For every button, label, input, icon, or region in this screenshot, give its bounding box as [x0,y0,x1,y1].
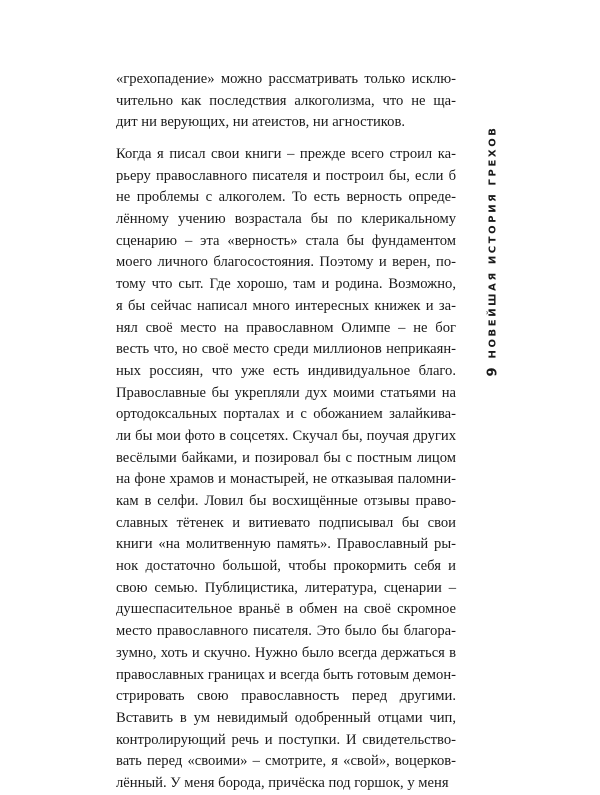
text-line: моего личного благосостояния. Поэтому и верен, по- [116,254,456,271]
text-line: нял своё место на православном Олимпе – не бог [116,319,456,336]
text-line: весть что, но своё место среди миллионов неприкаян- [116,341,456,358]
text-line: я бы сейчас написал много интересных книжек и за- [116,297,456,314]
text-line: кам в селфи. Ловил бы восхищённые отзывы право- [116,493,456,509]
text-line: дит ни верующих, ни атеистов, ни агностиков. [116,114,405,131]
text-line: не проблемы с алкоголем. То есть верность опреде- [116,189,456,206]
text-line: душеспасительное враньё в обмен на своё скромное [116,601,456,618]
text-line: лённый. У меня борода, причёска под горшок, у меня [116,774,449,791]
text-line: тому что сыт. Где хорошо, там и родина. Возможно, [116,276,456,293]
text-line: лённому учению возрастала бы по клерикальному [116,211,456,228]
text-line: контролирующий речь и поступки. И свидетельство- [116,731,456,748]
text-line: нок достаточно большой, чтобы прокормить себя и [116,558,456,575]
text-line: православных границах и всегда быть готовым демон- [116,666,456,683]
text-line: книги «на молитвенную память». Православный ры- [116,536,456,553]
text-line: ных россиян, что уже есть индивидуальное благо. [116,362,456,379]
text-line: ортодоксальных порталах и с обожанием залайкива- [116,406,456,423]
running-head [484,112,502,372]
text-line: рьеру православного писателя и построил бы, если б [116,167,456,184]
text-line: вать перед «своими» – смотрите, я «свой», воцерков- [116,753,456,770]
text-line: сценарию – эта «верность» стала бы фундаментом [116,232,456,249]
paragraph-1 [116,69,456,134]
text-line: свою семью. Публицистика, литература, сценарии – [116,579,456,596]
page-number [482,362,504,382]
running-head-text: НОВЕЙШАЯ ИСТОРИЯ ГРЕХОВ [487,125,499,359]
text-line: ли бы мои фото в соцсетях. Скучал бы, поучая других [116,427,456,444]
paragraph-2 [116,144,456,795]
page-number-text: 9 [485,367,501,377]
text-line: Вставить в ум невидимый одобренный отцами чип, [116,709,456,726]
text-line: Православные бы укрепляли дух моими статьями на [116,384,456,401]
text-line: чительно как последствия алкоголизма, что не ща- [116,92,456,109]
text-line: Когда я писал свои книги – прежде всего строил ка- [116,146,456,162]
text-line: весёлыми байками, и позировал бы с постным лицом [116,449,456,466]
text-line: на фоне храмов и монастырей, не отказывая паломни- [116,471,456,488]
text-line: «грехопадение» можно рассматривать только исклю- [116,71,456,87]
text-line: славных тётенек и витиевато подписывал бы свои [116,514,456,531]
text-line: зумно, хоть и скучно. Нужно было всегда держаться в [116,644,456,661]
text-line: место православного писателя. Это было бы благора- [116,623,456,640]
text-line: стрировать свою православность перед другими. [116,688,456,705]
